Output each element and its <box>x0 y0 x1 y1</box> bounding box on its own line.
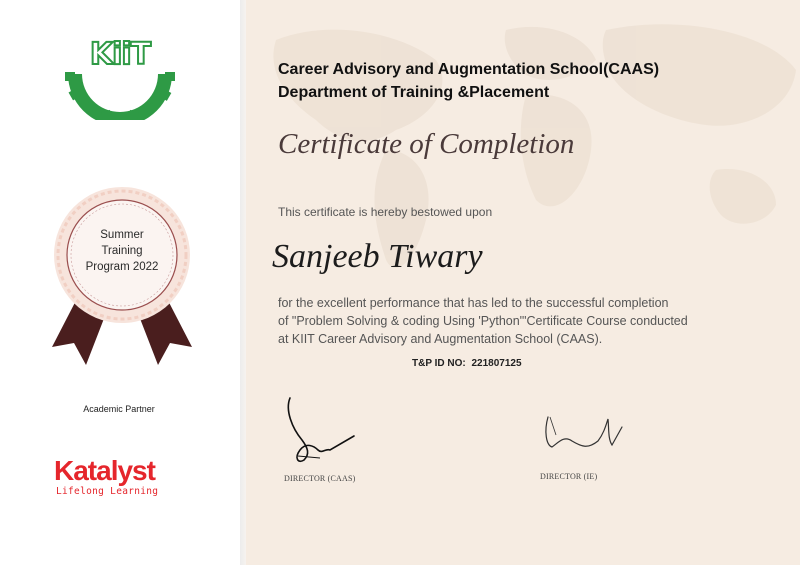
description-line: for the excellent performance that has led to the successful completion <box>278 296 669 310</box>
seal-text <box>48 227 196 275</box>
tp-id <box>412 358 522 369</box>
signature-director-caas <box>280 390 360 470</box>
recipient-name: Sanjeeb Tiwary <box>272 238 483 275</box>
organization-name: Career Advisory and Augmentation School(CAAS) <box>278 61 660 78</box>
tp-id-label: T&P ID NO: <box>412 358 466 369</box>
certificate-title: Certificate of Completion <box>278 128 575 160</box>
left-panel <box>0 0 240 565</box>
director-ie-label: DIRECTOR (IE) <box>540 472 598 481</box>
summer-training-seal <box>48 185 196 380</box>
organization-header <box>278 58 659 104</box>
katalyst-tagline: Lifelong Learning <box>56 486 159 497</box>
department-name: Department of Training &Placement <box>278 84 550 101</box>
tp-id-value: 221807125 <box>471 358 522 369</box>
katalyst-logo-word: Katalyst <box>54 455 155 486</box>
certificate-description <box>278 294 738 348</box>
bestow-text: This certificate is hereby bestowed upon <box>278 205 493 219</box>
seal-line: Training <box>101 245 143 257</box>
seal-line: Summer <box>100 229 144 241</box>
academic-partner-label: Academic Partner <box>83 404 155 414</box>
seal-line: Program 2022 <box>85 261 159 273</box>
kiit-logo <box>60 38 180 120</box>
kiit-logo-text: KiiT <box>89 37 151 72</box>
katalyst-logo <box>52 455 197 503</box>
director-caas-label: DIRECTOR (CAAS) <box>284 474 356 483</box>
signature-director-ie <box>542 405 624 455</box>
award-ribbon-icon <box>48 185 196 380</box>
description-line: at KIIT Career Advisory and Augmentation School (CAAS). <box>278 332 603 346</box>
description-line: of "Problem Solving & coding Using 'Python'"Certificate Course conducted <box>278 314 688 328</box>
